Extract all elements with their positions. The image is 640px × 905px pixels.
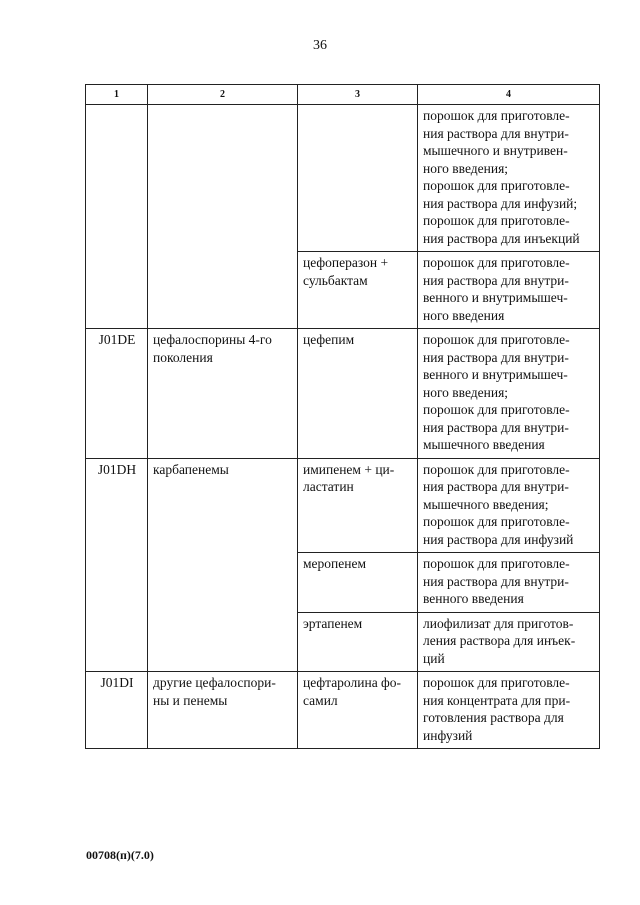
cell-text-line: цефепим [303,332,355,347]
atc-code: J01DH [97,461,137,477]
group-name-cell [148,105,298,329]
column-header-2: 2 [148,85,298,105]
dosage-form-cell [418,252,600,329]
cell-text-line: сульбактам [303,272,368,288]
cell-text-line: порошок для приготовле- [423,255,570,270]
cell-text-line: венного и внутримышеч- [423,367,568,382]
cell-text-line: ного введения [423,307,505,323]
column-header-4: 4 [418,85,600,105]
cell-text-line: порошок для приготовле- [423,461,570,477]
atc-code-cell [86,672,148,749]
cell-text-line: карбапенемы [153,461,229,477]
drug-name-cell [298,105,418,252]
table-row [86,329,600,459]
cell-text-line: ния раствора для инфузий [423,531,574,547]
cell-text-line: лиофилизат для приготов- [423,615,574,631]
cell-text-line: готовления раствора для [423,710,564,725]
drug-table [85,84,600,749]
dosage-form-cell [418,672,600,749]
drug-name-cell [298,672,418,749]
cell-text-line: ластатин [303,479,354,494]
cell-text-line: инфузий [423,727,473,743]
cell-text-line: цефтаролина фо- [303,675,402,690]
cell-text-line: ния раствора для внутри- [423,125,569,141]
atc-code: J01DE [98,332,136,347]
cell-text-line: ния раствора для внутри- [423,419,569,435]
dosage-form-cell [418,105,600,252]
cell-text-line: мышечного введения [423,437,545,452]
cell-text-line: венного и внутримышеч- [423,290,568,305]
atc-code-cell [86,329,148,459]
cell-text-line: ного введения; [423,160,509,176]
group-name-cell [148,458,298,672]
cell-text-line: ния раствора для внутри- [423,349,569,365]
cell-text-line: порошок для приготовле- [423,556,570,571]
drug-name-cell [298,252,418,329]
table-row [86,105,600,252]
cell-text-line: самил [303,692,338,708]
cell-text-line: порошок для приготовле- [423,108,570,123]
atc-code-cell [86,105,148,329]
dosage-form-cell [418,612,600,672]
atc-code-cell [86,458,148,672]
column-header-3: 3 [298,85,418,105]
cell-text-line: эртапенем [303,615,363,631]
table-row [86,458,600,553]
column-header-1: 1 [86,85,148,105]
cell-text-line: порошок для приготовле- [423,213,570,228]
cell-text-line: ного введения; [423,384,509,400]
cell-text-line: ны и пенемы [153,692,228,708]
cell-text-line: ления раствора для инъек- [423,633,576,648]
cell-text-line: ния раствора для инъекций [423,230,580,246]
cell-text-line: порошок для приготовле- [423,402,570,417]
cell-text-line: поколения [153,349,213,365]
drug-name-cell [298,458,418,553]
table-row [86,672,600,749]
cell-text-line: цефоперазон + [303,255,389,270]
drug-name-cell [298,612,418,672]
cell-text-line: венного введения [423,591,524,606]
cell-text-line: ния концентрата для при- [423,692,571,708]
cell-text-line: порошок для приготовле- [423,178,570,193]
cell-text-line: цефалоспорины 4-го [153,332,272,347]
drug-name-cell [298,329,418,459]
cell-text-line: порошок для приготовле- [423,675,570,690]
dosage-form-cell [418,458,600,553]
dosage-form-cell [418,329,600,459]
group-name-cell [148,329,298,459]
drug-name-cell [298,553,418,613]
group-name-cell [148,672,298,749]
cell-text-line: ния раствора для инфузий; [423,195,578,211]
cell-text-line: ния раствора для внутри- [423,479,569,494]
document-footer-code: 00708(п)(7.0) [86,848,154,862]
cell-text-line: порошок для приготовле- [423,332,570,347]
dosage-form-cell [418,553,600,613]
page-number: 36 [313,38,327,53]
cell-text-line: мышечного введения; [423,496,549,512]
cell-text-line: порошок для приготовле- [423,514,570,529]
cell-text-line: ния раствора для внутри- [423,272,569,288]
cell-text-line: ния раствора для внутри- [423,573,569,589]
cell-text-line: ций [423,650,445,666]
atc-code: J01DI [100,675,134,690]
table-header-row [86,85,600,105]
cell-text-line: имипенем + ци- [303,461,395,477]
cell-text-line: другие цефалоспори- [153,675,276,690]
cell-text-line: меропенем [303,556,367,571]
cell-text-line: мышечного и внутривен- [423,143,568,158]
